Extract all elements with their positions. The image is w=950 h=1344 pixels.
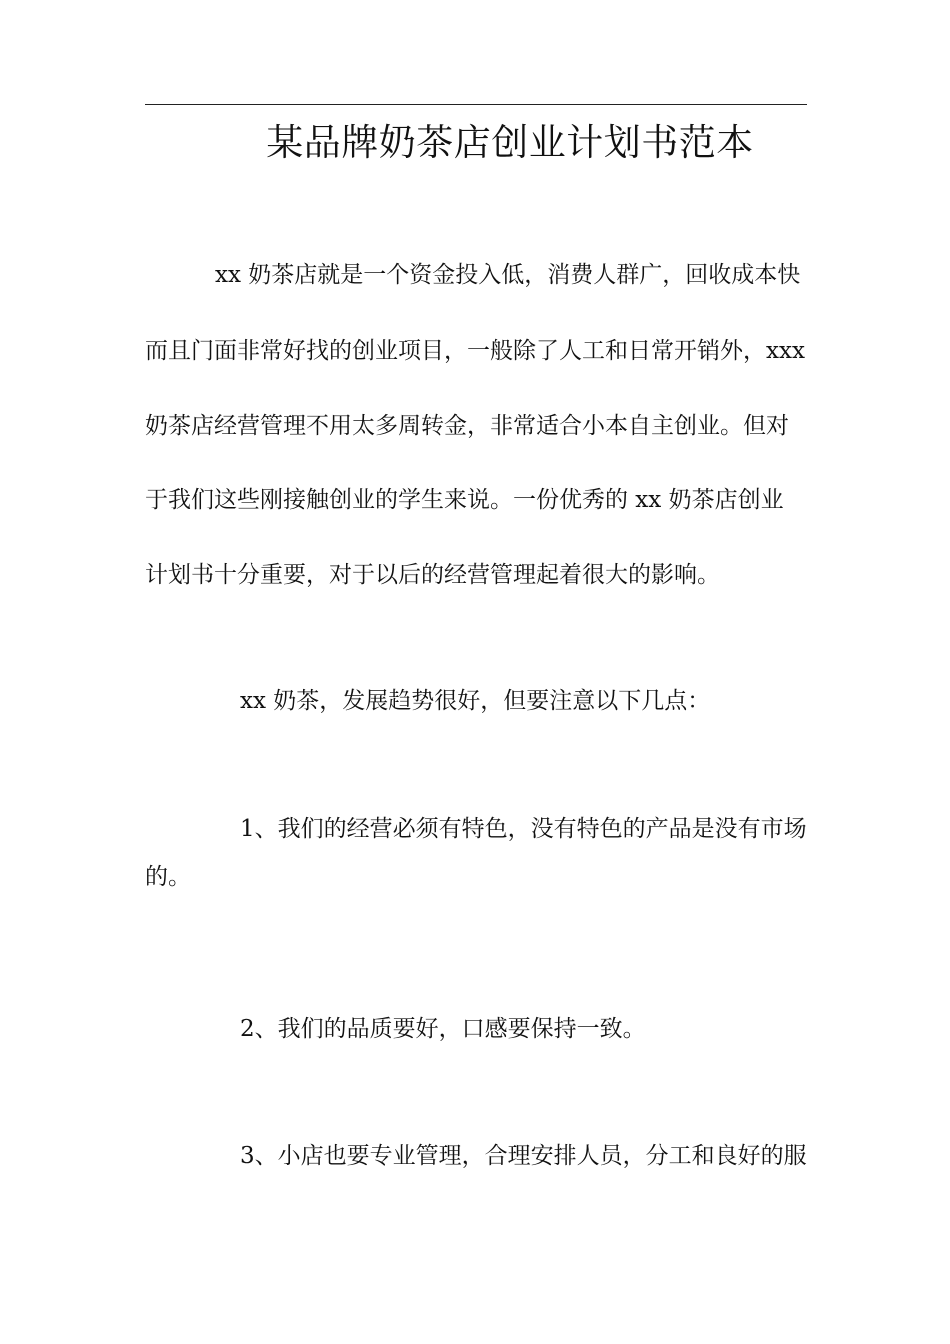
paragraph-1-line-4: 于我们这些刚接触创业的学生来说。一份优秀的 xx 奶茶店创业 (145, 487, 784, 513)
document-title: 某品牌奶茶店创业计划书范本 (266, 121, 754, 164)
paragraph-1-line-1: xx 奶茶店就是一个资金投入低，消费人群广，回收成本快 (215, 262, 801, 288)
point-1-line-1: 1、我们的经营必须有特色，没有特色的产品是没有市场 (240, 816, 807, 842)
paragraph-2: xx 奶茶，发展趋势很好，但要注意以下几点： (240, 688, 711, 714)
point-2: 2、我们的品质要好，口感要保持一致。 (240, 1016, 646, 1042)
point-3-line-1: 3、小店也要专业管理，合理安排人员，分工和良好的服 (240, 1143, 807, 1169)
paragraph-1-line-2: 而且门面非常好找的创业项目，一般除了人工和日常开销外，xxx (145, 338, 805, 364)
paragraph-1-line-3: 奶茶店经营管理不用太多周转金，非常适合小本自主创业。但对 (145, 413, 789, 439)
point-1-line-2: 的。 (145, 864, 191, 890)
paragraph-1-line-5: 计划书十分重要，对于以后的经营管理起着很大的影响。 (145, 562, 720, 588)
header-rule (145, 104, 807, 105)
